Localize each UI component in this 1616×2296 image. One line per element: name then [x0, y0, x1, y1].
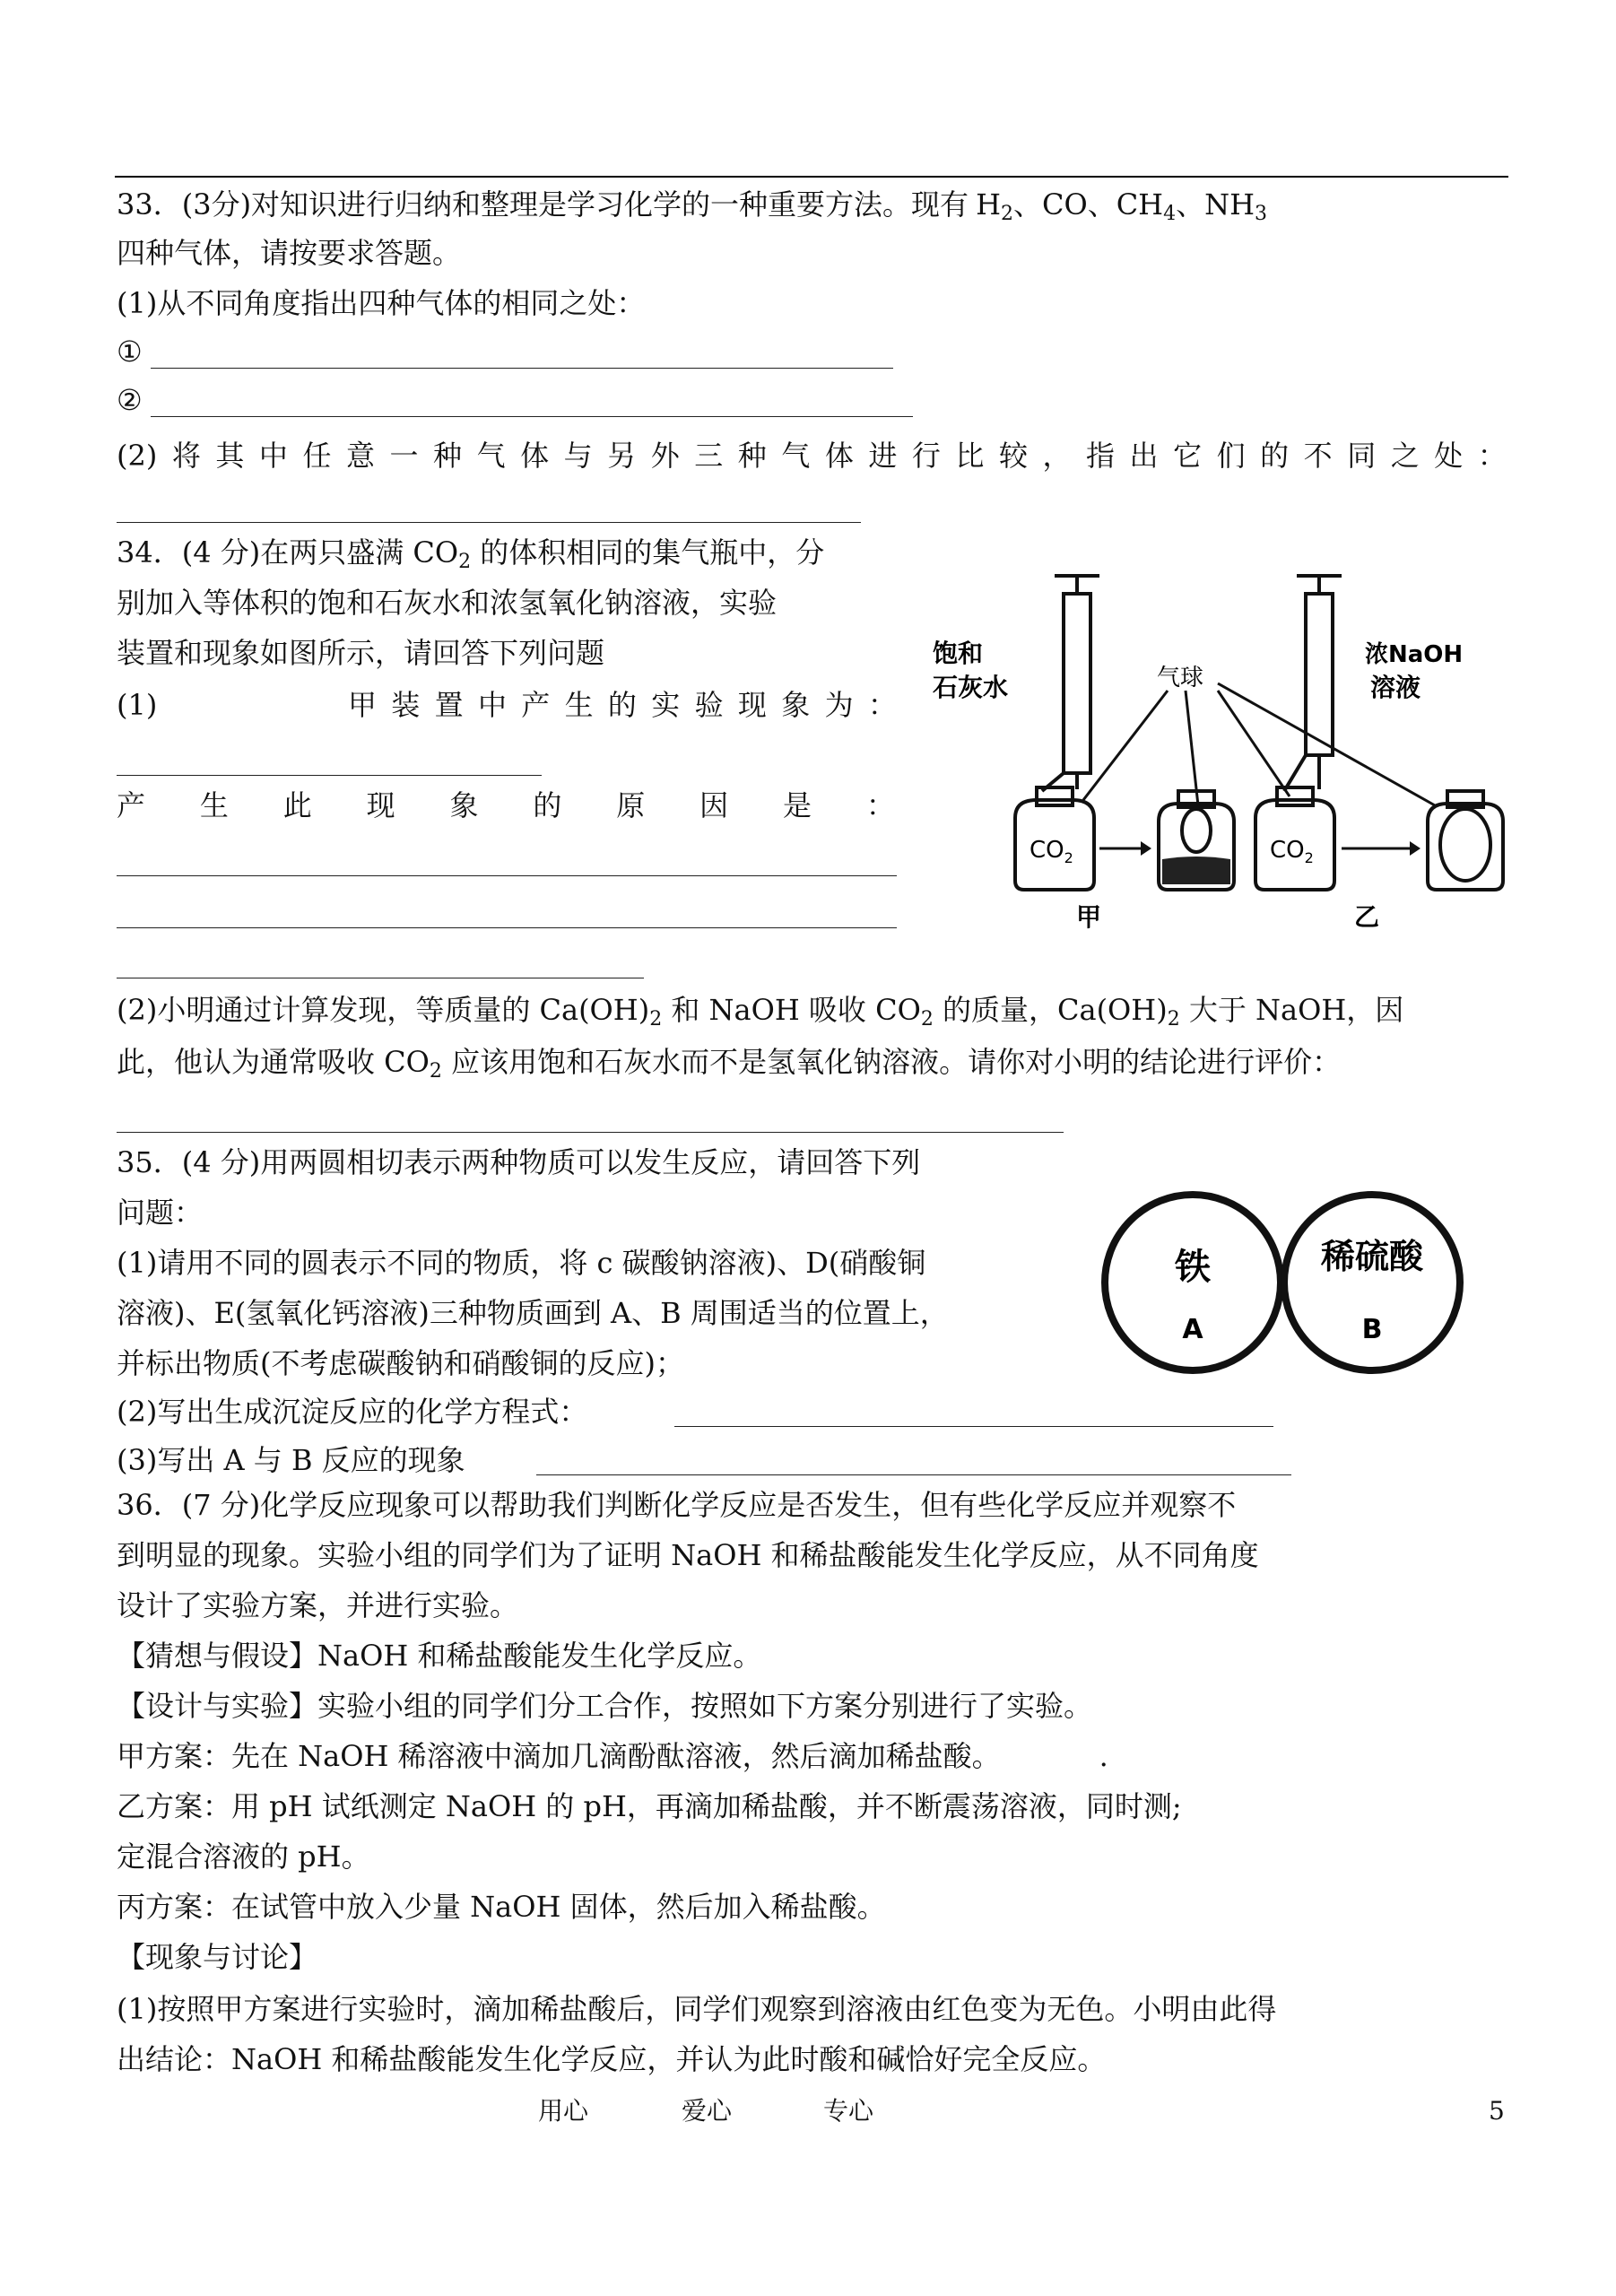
q36-line5: 【设计与实验】实验小组的同学们分工合作，按照如下方案分别进行了实验。 — [117, 1689, 1093, 1723]
q34-sub1: (1) 甲 装 置 中 产 生 的 实 验 现 象 为 ： — [117, 688, 897, 722]
q33-answer-line-1[interactable] — [151, 368, 893, 369]
q35-line2: 问题： — [117, 1196, 204, 1230]
q36-line9: 丙方案：在试管中放入少量 NaOH 固体，然后加入稀盐酸。 — [117, 1890, 886, 1924]
circle-a-letter: A — [1182, 1314, 1203, 1345]
q36-line11: (1)按照甲方案进行实验时，滴加稀盐酸后，同学们观察到溶液由红色变为无色。小明由此得 — [117, 1992, 1277, 2026]
q33-answer-line-2[interactable] — [151, 416, 913, 417]
q35-line5: 并标出物质(不考虑碳酸钠和硝酸铜的反应)； — [117, 1346, 684, 1380]
q33-line2: 四种气体，请按要求答题。 — [117, 236, 462, 270]
q34-sub2-line2: 此，他认为通常吸收 $CO_2$ 应该用饱和石灰水而不是氢氧化钠溶液。请你对小明的结论进行评价： — [117, 1045, 1342, 1083]
q36-line3: 设计了实验方案，并进行实验。 — [117, 1588, 519, 1622]
fig-gas-right: $CO_2$ — [1270, 837, 1314, 866]
circle-b-name: 稀硫酸 — [1320, 1237, 1424, 1276]
q34-answer-line-2[interactable] — [117, 875, 897, 876]
q36-line4: 【猜想与假设】NaOH 和稀盐酸能发生化学反应。 — [117, 1639, 762, 1673]
fig-left-reagent-line1: 饱和 — [933, 639, 984, 668]
q34-apparatus-figure — [933, 556, 1507, 933]
q36-line2: 到明显的现象。实验小组的同学们为了证明 NaOH 和稀盐酸能发生化学反应，从不同角度 — [117, 1538, 1259, 1572]
footer-motto-2: 爱心 — [682, 2096, 733, 2126]
circle-b-letter: B — [1361, 1314, 1383, 1345]
fig-right-reagent-line1: 浓NaOH — [1365, 641, 1464, 668]
q35-circles-figure — [1094, 1184, 1480, 1381]
q36-line10: 【现象与讨论】 — [117, 1940, 318, 1974]
fig-right-reagent-line2: 溶液 — [1370, 673, 1421, 702]
q36-line6: 甲方案：先在 NaOH 稀溶液中滴加几滴酚酞溶液，然后滴加稀盐酸。 . — [117, 1739, 1108, 1773]
syringe-left-icon — [1055, 576, 1099, 789]
q34-line2: 别加入等体积的饱和石灰水和浓氢氧化钠溶液，实验 — [117, 586, 778, 620]
q34-line3: 装置和现象如图所示，请回答下列问题 — [117, 636, 605, 670]
q33-blank1-label: ① — [117, 335, 143, 369]
q34-sub2-line1: (2)小明通过计算发现，等质量的 $Ca(OH)_2$ 和 NaOH 吸收 $CO_2$ 的质量，$Ca(OH)_2$ 大于 NaOH，因 — [117, 993, 1404, 1031]
q33-blank2-label: ② — [117, 383, 143, 417]
q35-line7: (3)写出 A 与 B 反应的现象 — [117, 1443, 465, 1477]
q33-sub1: (1)从不同角度指出四种气体的相同之处： — [117, 286, 646, 320]
q33-sub2: (2) 将 其 中 任 意 一 种 气 体 与 另 外 三 种 气 体 进 行 比 较 ， 指 出 它 们 的 不 同 之 处 ： — [117, 439, 1507, 473]
footer-motto-1: 用心 — [538, 2096, 589, 2126]
q36-line12: 出结论：NaOH 和稀盐酸能发生化学反应，并认为此时酸和碱恰好完全反应。 — [117, 2042, 1107, 2076]
q35-line6: (2)写出生成沉淀反应的化学方程式： — [117, 1395, 588, 1429]
fig-left-reagent-line2: 石灰水 — [933, 673, 1009, 702]
q34-answer-line-5[interactable] — [117, 1132, 1064, 1133]
fig-label-yi: 乙 — [1354, 902, 1380, 932]
q35-answer-line-1[interactable] — [674, 1426, 1273, 1427]
q36-line1: 36．(7 分)化学反应现象可以帮助我们判断化学反应是否发生，但有些化学反应并观察不 — [117, 1488, 1237, 1522]
q35-line3: (1)请用不同的圆表示不同的物质，将 c 碳酸钠溶液)、D(硝酸铜 — [117, 1246, 926, 1280]
circle-a[interactable] — [1105, 1195, 1281, 1370]
bottle-right-after-icon — [1428, 791, 1503, 890]
circle-b[interactable] — [1284, 1195, 1460, 1370]
q33-answer-line-3[interactable] — [117, 522, 861, 523]
q34-answer-line-3[interactable] — [117, 927, 897, 928]
bottle-left-before-icon — [1015, 773, 1094, 890]
fig-label-jia: 甲 — [1076, 902, 1102, 932]
q35-line4: 溶液)、E(氢氧化钙溶液)三种物质画到 A、B 周围适当的位置上， — [117, 1296, 949, 1330]
q35-line1: 35．(4 分)用两圆相切表示两种物质可以发生反应，请回答下列 — [117, 1145, 921, 1179]
fig-gas-left: $CO_2$ — [1030, 837, 1073, 866]
q34-answer-line-1[interactable] — [117, 775, 542, 776]
q33-gases: $H_2$、CO、$CH_4$、$NH_3$ — [976, 187, 1268, 225]
bottle-right-before-icon — [1255, 755, 1334, 890]
header-rule — [115, 176, 1508, 178]
q36-line8: 定混合溶液的 pH。 — [117, 1839, 370, 1874]
q36-line7: 乙方案：用 pH 试纸测定 NaOH 的 pH，再滴加稀盐酸，并不断震荡溶液，同时测; — [117, 1789, 1182, 1823]
q35-answer-line-2[interactable] — [536, 1474, 1291, 1475]
page-number: 5 — [1489, 2096, 1505, 2126]
q33-line1: 33．(3分)对知识进行归纳和整理是学习化学的一种重要方法。现有 $H_2$、CO、$CH_4$、$NH_3$ — [117, 187, 1268, 225]
fig-balloon-label: 气球 — [1157, 665, 1204, 691]
footer-motto-3: 专心 — [823, 2096, 874, 2126]
circle-a-name: 铁 — [1175, 1247, 1211, 1288]
q34-reason: 产 生 此 现 象 的 原 因 是 ： — [117, 788, 895, 822]
q34-line1: 34．(4 分)在两只盛满 $CO_2$ 的体积相同的集气瓶中，分 — [117, 535, 825, 573]
